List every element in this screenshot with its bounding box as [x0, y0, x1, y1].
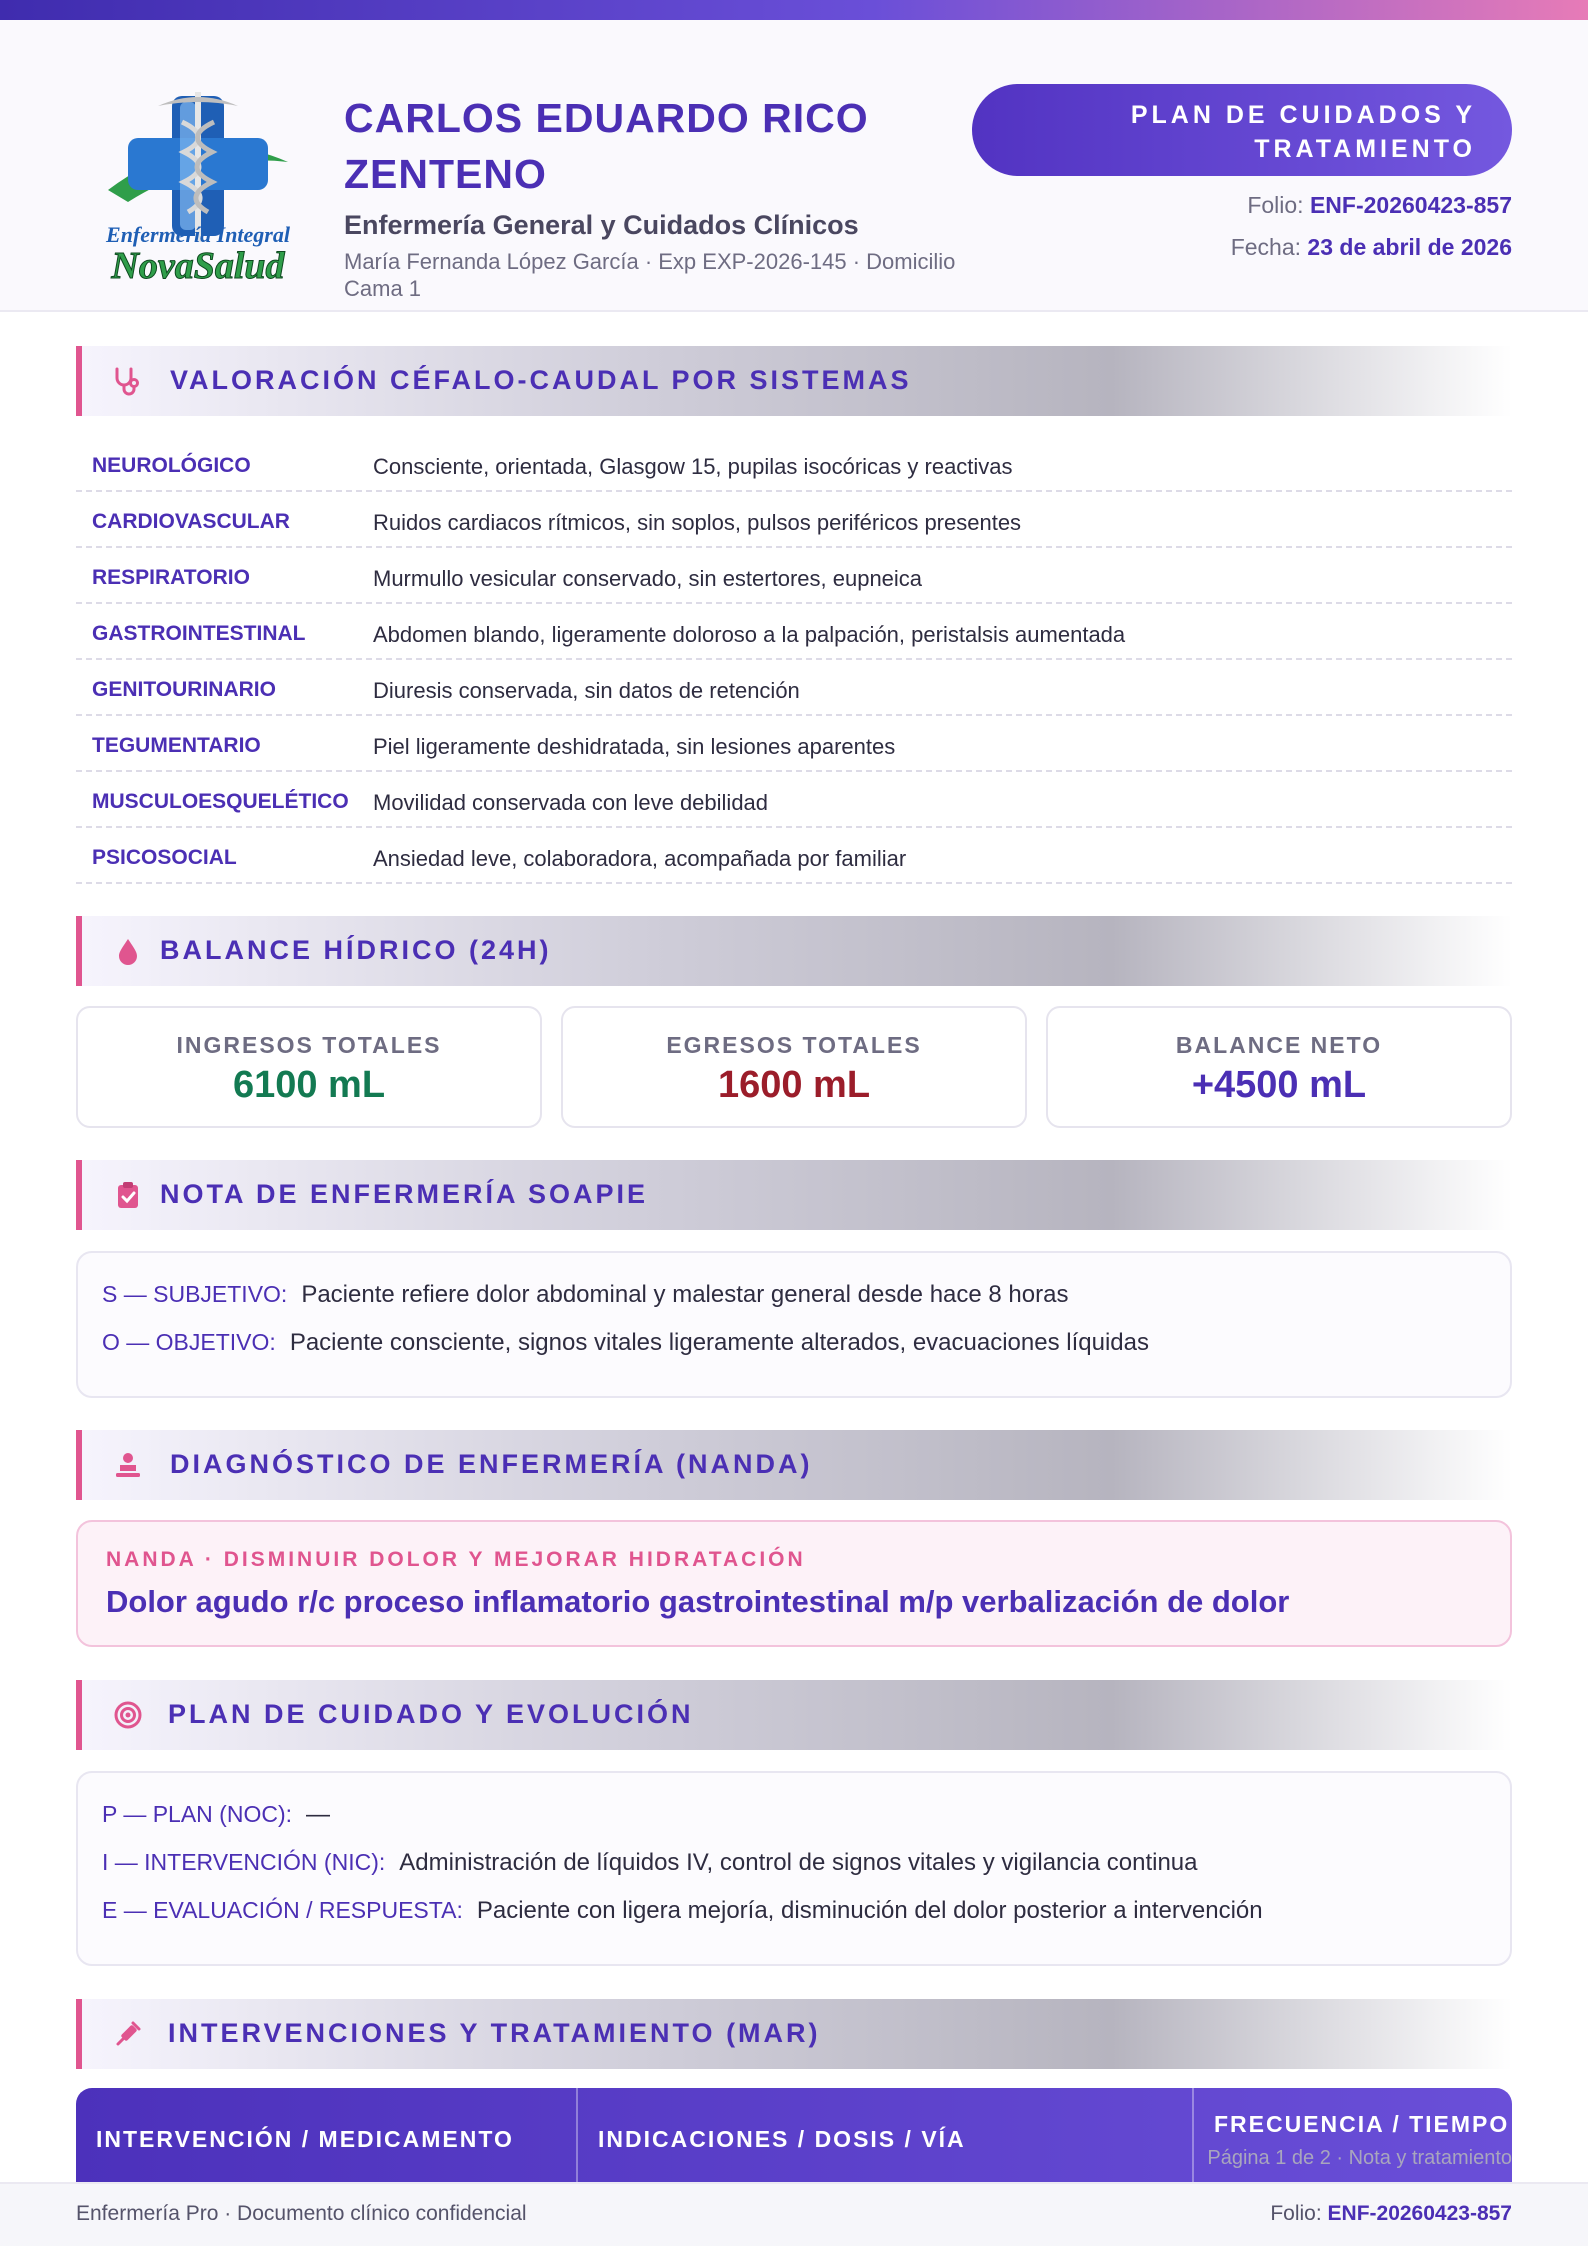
system-row	[76, 772, 1512, 828]
plan-evaluation	[102, 1897, 1263, 1925]
nanda-diagnosis-text: Dolor agudo r/c proceso inflamatorio gastrointestinal m/p verbalización de dolor	[106, 1584, 1290, 1619]
plan-badge: PLAN DE CUIDADOS Y TRATAMIENTO	[972, 84, 1512, 176]
section-soapie-title: NOTA DE ENFERMERÍA SOAPIE	[160, 1179, 649, 1209]
system-row	[76, 716, 1512, 772]
section-diagnostico-header	[76, 1430, 1512, 1500]
net-balance-card	[1046, 1006, 1512, 1128]
system-label: TEGUMENTARIO	[92, 734, 261, 757]
folio-label: Folio:	[1247, 192, 1304, 218]
objective-label: O — OBJETIVO:	[102, 1329, 276, 1355]
footer-folio-label: Folio:	[1270, 2202, 1322, 2225]
document-footer	[0, 2182, 1588, 2246]
patient-bed-icon	[112, 1449, 144, 1481]
intake-total-card	[76, 1006, 542, 1128]
section-balance-header	[76, 916, 1512, 986]
section-mar-header	[76, 1999, 1512, 2069]
date-line	[1231, 234, 1512, 261]
clinic-logo	[88, 82, 308, 292]
subjective-value: Paciente refiere dolor abdominal y malestar general desde hace 8 horas	[301, 1281, 1069, 1308]
mar-col-indications: INDICACIONES / DOSIS / VÍA	[578, 2088, 1194, 2183]
document-header	[0, 20, 1588, 312]
mar-col-intervention: INTERVENCIÓN / MEDICAMENTO	[76, 2088, 578, 2183]
section-mar-title: INTERVENCIONES Y TRATAMIENTO (MAR)	[168, 2018, 821, 2048]
patient-meta: María Fernanda López García · Exp EXP-2026-145 · Domicilio Cama 1	[344, 249, 956, 301]
section-valoracion-title: VALORACIÓN CÉFALO-CAUDAL POR SISTEMAS	[170, 365, 912, 395]
mar-col-frequency: FRECUENCIA / TIEMPO	[1214, 2111, 1510, 2137]
plan-evaluation-value: Paciente con ligera mejoría, disminución del dolor posterior a intervención	[476, 1897, 1263, 1924]
plan-noc	[102, 1801, 330, 1829]
logo-line2: NovaSalud	[111, 245, 285, 287]
net-balance-value: +4500 mL	[1191, 1064, 1367, 1106]
net-balance-label: BALANCE NETO	[1175, 1032, 1383, 1058]
system-row	[76, 492, 1512, 548]
section-plan-header	[76, 1680, 1512, 1750]
output-total-label: EGRESOS TOTALES	[666, 1032, 922, 1058]
plan-nic-label: I — INTERVENCIÓN (NIC):	[102, 1849, 386, 1875]
system-value: Piel ligeramente deshidratada, sin lesiones aparentes	[373, 734, 896, 759]
soapie-objective	[102, 1329, 1149, 1357]
patient-name: CARLOS EDUARDO RICO ZENTENO	[344, 95, 869, 197]
system-label: MUSCULOESQUELÉTICO	[92, 790, 349, 813]
footer-folio-value: ENF-20260423-857	[1327, 2202, 1512, 2225]
water-drop-icon	[112, 935, 144, 967]
soapie-note-box	[76, 1251, 1512, 1398]
plan-nic-value: Administración de líquidos IV, control de signos vitales y vigilancia continua	[399, 1849, 1198, 1876]
section-balance-title: BALANCE HÍDRICO (24H)	[160, 935, 552, 965]
folio-line	[1247, 192, 1512, 219]
logo-line1: Enfermería Integral	[106, 222, 290, 247]
system-label: NEUROLÓGICO	[92, 454, 251, 477]
system-value: Ruidos cardiacos rítmicos, sin soplos, pulsos periféricos presentes	[373, 510, 1022, 535]
system-label: CARDIOVASCULAR	[92, 510, 290, 533]
objective-value: Paciente consciente, signos vitales ligeramente alterados, evacuaciones líquidas	[289, 1329, 1149, 1356]
care-plan-box	[76, 1771, 1512, 1966]
system-value: Murmullo vesicular conservado, sin estertores, eupneica	[373, 566, 923, 591]
system-value: Ansiedad leve, colaboradora, acompañada por familiar	[373, 846, 907, 871]
system-row	[76, 548, 1512, 604]
plan-nic	[102, 1849, 1198, 1877]
intake-total-label: INGRESOS TOTALES	[176, 1032, 442, 1058]
system-label: GASTROINTESTINAL	[92, 622, 306, 645]
section-soapie-header	[76, 1160, 1512, 1230]
clipboard-check-icon	[112, 1179, 144, 1211]
date-label: Fecha:	[1230, 234, 1302, 260]
plan-noc-value: —	[306, 1801, 330, 1828]
system-value: Diuresis conservada, sin datos de retención	[373, 678, 800, 703]
nanda-tag: NANDA · DISMINUIR DOLOR Y MEJORAR HIDRATACIÓN	[106, 1548, 806, 1571]
system-label: GENITOURINARIO	[92, 678, 276, 701]
system-value: Movilidad conservada con leve debilidad	[373, 790, 769, 815]
plan-noc-label: P — PLAN (NOC):	[102, 1801, 292, 1827]
top-accent-bar	[0, 0, 1588, 20]
output-total-value: 1600 mL	[717, 1064, 871, 1106]
target-icon	[112, 1699, 144, 1731]
system-row	[76, 828, 1512, 884]
footer-folio	[1270, 2202, 1512, 2226]
service-subtitle: Enfermería General y Cuidados Clínicos	[344, 210, 859, 240]
syringe-icon	[112, 2018, 144, 2050]
footer-left-text: Enfermería Pro · Documento clínico confidencial	[76, 2202, 527, 2225]
date-value: 23 de abril de 2026	[1307, 234, 1512, 260]
system-value: Abdomen blando, ligeramente doloroso a la palpación, peristalsis aumentada	[373, 622, 1126, 647]
system-value: Consciente, orientada, Glasgow 15, pupilas isocóricas y reactivas	[373, 454, 1013, 479]
plan-evaluation-label: E — EVALUACIÓN / RESPUESTA:	[102, 1897, 463, 1923]
section-valoracion-header	[76, 346, 1512, 416]
soapie-subjective	[102, 1281, 1068, 1309]
section-diagnostico-title: DIAGNÓSTICO DE ENFERMERÍA (NANDA)	[170, 1449, 813, 1479]
page-watermark: Página 1 de 2 · Nota y tratamiento	[1207, 2147, 1512, 2169]
section-plan-title: PLAN DE CUIDADO Y EVOLUCIÓN	[168, 1699, 694, 1729]
system-row	[76, 436, 1512, 492]
system-label: RESPIRATORIO	[92, 566, 250, 589]
output-total-card	[561, 1006, 1027, 1128]
system-row	[76, 660, 1512, 716]
subjective-label: S — SUBJETIVO:	[102, 1281, 288, 1307]
nanda-diagnosis-box	[76, 1520, 1512, 1647]
stethoscope-icon	[110, 365, 142, 397]
folio-value: ENF-20260423-857	[1309, 192, 1512, 218]
system-row	[76, 604, 1512, 660]
system-label: PSICOSOCIAL	[92, 846, 237, 869]
intake-total-value: 6100 mL	[232, 1064, 386, 1106]
